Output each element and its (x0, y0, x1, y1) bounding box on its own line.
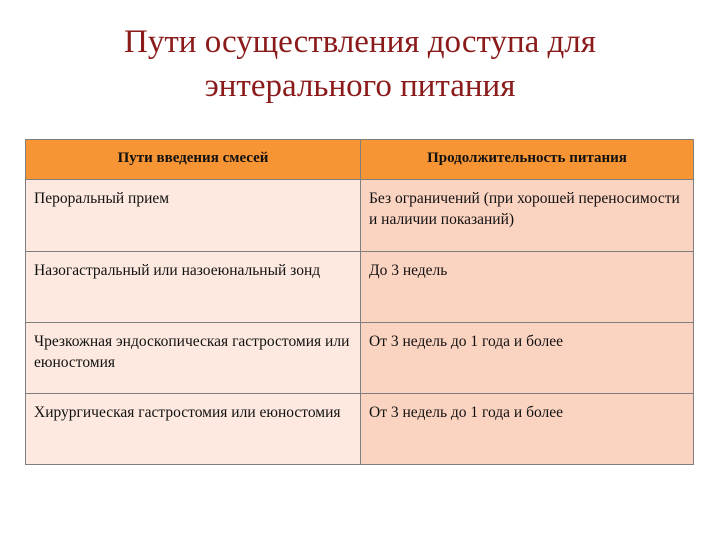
route-cell: Чрезкожная эндоскопическая гастростомия или еюностомия (26, 323, 361, 394)
duration-cell: От 3 недель до 1 года и более (361, 394, 694, 465)
table-row (26, 394, 694, 465)
table-row (26, 180, 694, 252)
enteral-access-table (25, 139, 694, 465)
table-header-row (26, 140, 694, 180)
slide-title-line-2: энтерального питания (204, 68, 516, 104)
slide-title (0, 20, 720, 108)
slide-title-line-1: Пути осуществления доступа для (124, 24, 596, 60)
header-routes: Пути введения смесей (26, 140, 361, 180)
table-row (26, 252, 694, 323)
duration-cell: Без ограничений (при хорошей переносимости и наличии показаний) (361, 180, 694, 252)
table-row (26, 323, 694, 394)
duration-cell: До 3 недель (361, 252, 694, 323)
route-cell: Назогастральный или назоеюнальный зонд (26, 252, 361, 323)
route-cell: Хирургическая гастростомия или еюностомия (26, 394, 361, 465)
route-cell: Пероральный прием (26, 180, 361, 252)
header-duration: Продолжительность питания (361, 140, 694, 180)
duration-cell: От 3 недель до 1 года и более (361, 323, 694, 394)
